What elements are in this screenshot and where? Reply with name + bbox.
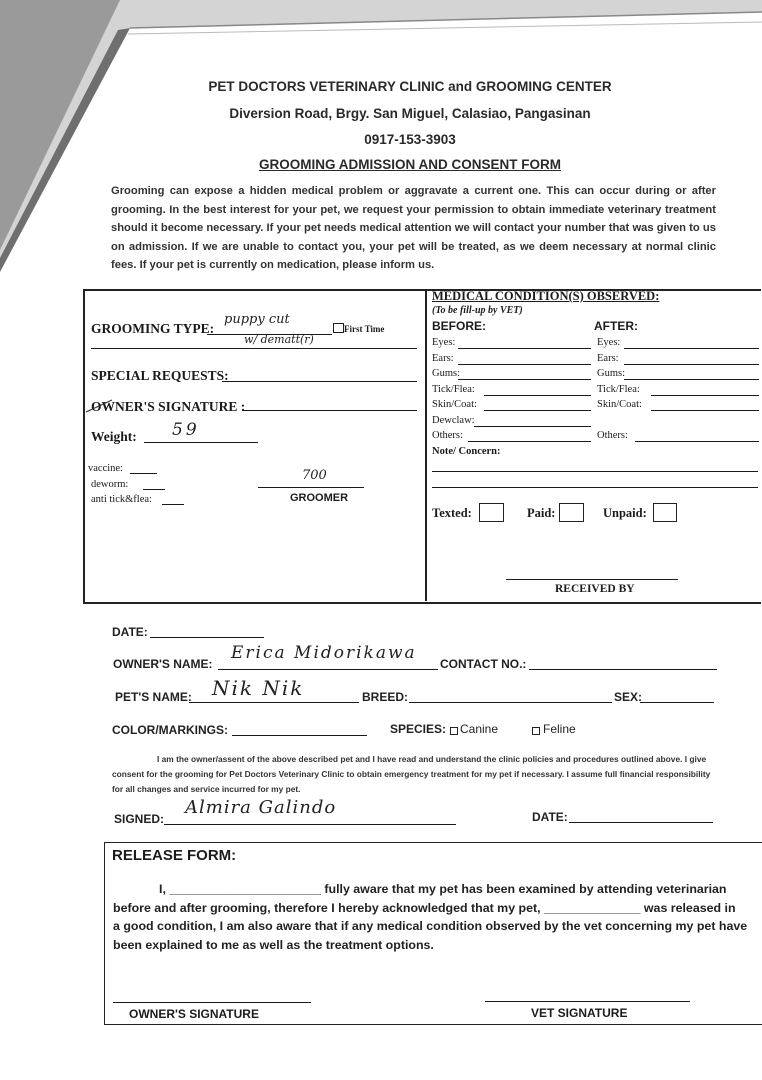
signed-line[interactable]: [164, 824, 456, 825]
grooming-type-value-1: puppy cut: [224, 312, 290, 327]
paid-checkbox[interactable]: [559, 503, 584, 522]
deworm-line[interactable]: [143, 489, 165, 490]
first-time-label: First Time: [344, 324, 385, 334]
canine-checkbox[interactable]: [450, 727, 458, 735]
anti-tick-line[interactable]: [162, 504, 184, 505]
deworm-label: deworm:: [91, 479, 129, 490]
medical-before-label: Gums:: [432, 368, 461, 379]
signed-date-line[interactable]: [569, 822, 713, 823]
release-paragraph: [113, 880, 762, 954]
medical-after-label: Gums:: [597, 368, 626, 379]
medical-after-line[interactable]: [624, 379, 759, 380]
sex-label: SEX:: [614, 690, 643, 704]
release-owner-signature-label: OWNER'S SIGNATURE: [129, 1007, 259, 1021]
vaccine-line[interactable]: [130, 473, 157, 474]
weight-line[interactable]: [144, 442, 258, 443]
intro-paragraph: Grooming can expose a hidden medical problem or aggravate a current one. This can occur during or after grooming. In the best interest for your pet, we request your permission to obtain immediate veterinary treatment should it become necessary. If your pet needs medical attention we will contact your number that was given to us on admission. If we are unable to contact you, your pet will be treated, as we deem necessary at normal clinic fees. If your pet is currently on medication, please inform us.: [111, 185, 716, 271]
contact-line[interactable]: [529, 669, 717, 670]
medical-after-line[interactable]: [635, 441, 759, 442]
strike-mark: [84, 396, 114, 414]
signed-date-label: DATE:: [532, 810, 568, 824]
date-line[interactable]: [150, 637, 264, 638]
medical-after-line[interactable]: [624, 348, 759, 349]
consent-paragraph: [112, 752, 718, 797]
note-line-1[interactable]: [432, 471, 758, 472]
owner-signature-line[interactable]: [242, 410, 417, 411]
release-title: RELEASE FORM:: [112, 847, 237, 864]
medical-before-line[interactable]: [484, 395, 591, 396]
breed-label: BREED:: [362, 690, 409, 704]
received-by-line[interactable]: [506, 579, 678, 580]
release-line-2: before and after grooming, therefore I hereby acknowledged that my pet, ______________ was released in: [113, 900, 736, 915]
grooming-type-line-2[interactable]: [91, 348, 417, 349]
signed-label: SIGNED:: [114, 812, 165, 826]
vaccine-label: vaccine:: [88, 463, 123, 474]
medical-before-line[interactable]: [484, 410, 591, 411]
medical-before-line[interactable]: [458, 379, 591, 380]
medical-after-label: Ears:: [597, 352, 619, 364]
grooming-type-value-2: w/ dematt(r): [244, 333, 314, 346]
before-label: BEFORE:: [432, 319, 486, 333]
feline-label: Feline: [543, 722, 576, 736]
medical-after-label: Eyes:: [597, 337, 621, 348]
clinic-name: PET DOCTORS VETERINARY CLINIC and GROOMING CENTER: [208, 79, 612, 94]
medical-before-label: Skin/Coat:: [432, 399, 477, 410]
owner-name-line[interactable]: [218, 669, 438, 670]
feline-checkbox[interactable]: [532, 727, 540, 735]
paid-label: Paid:: [527, 506, 556, 520]
medical-before-label: Ears:: [432, 352, 454, 364]
owner-signature-label: OWNER'S SIGNATURE :: [91, 399, 246, 414]
release-line-3: a good condition, I am also aware that if any medical condition observed by the vet concerning my pet have: [113, 919, 748, 933]
signed-value: Almira Galindo: [185, 797, 337, 818]
release-line-4: been explained to me as well as the treatment options.: [113, 937, 434, 952]
canine-label: Canine: [460, 722, 499, 736]
medical-after-label: Others:: [597, 430, 628, 441]
special-requests-label: SPECIAL REQUESTS:: [91, 368, 229, 383]
anti-tick-label: anti tick&flea:: [91, 494, 152, 505]
medical-before-label: Others:: [432, 430, 463, 441]
clinic-address: Diversion Road, Brgy. San Miguel, Calasiao, Pangasinan: [229, 106, 591, 121]
groomer-line[interactable]: [258, 487, 364, 488]
medical-after-line[interactable]: [651, 395, 759, 396]
medical-before-label: Eyes:: [432, 337, 456, 348]
breed-line[interactable]: [409, 702, 612, 703]
release-owner-signature-line[interactable]: [113, 1002, 311, 1003]
weight-value: 59: [172, 420, 200, 440]
texted-label: Texted:: [432, 506, 472, 520]
sex-line[interactable]: [640, 702, 714, 703]
medical-before-line[interactable]: [458, 364, 591, 365]
after-label: AFTER:: [594, 319, 638, 333]
medical-title: MEDICAL CONDITION(S) OBSERVED:: [432, 289, 660, 303]
medical-before-line[interactable]: [474, 426, 591, 427]
contact-label: CONTACT NO.:: [440, 657, 527, 671]
date-label: DATE:: [112, 625, 148, 639]
pet-name-value: Nik Nik: [212, 676, 305, 700]
medical-after-label: Skin/Coat:: [597, 399, 642, 410]
medical-before-label: Dewclaw:: [432, 414, 475, 426]
medical-before-line[interactable]: [468, 441, 591, 442]
groomer-label: GROOMER: [290, 492, 349, 504]
color-markings-line[interactable]: [232, 735, 367, 736]
owner-name-value: Erica Midorikawa: [231, 643, 417, 663]
release-line-1: I, ______________________ fully aware that my pet has been examined by attending veterinarian: [159, 882, 727, 896]
medical-after-label: Tick/Flea:: [597, 383, 640, 395]
medical-after-line[interactable]: [624, 364, 759, 365]
note-concern-label: Note/ Concern:: [432, 446, 501, 457]
unpaid-checkbox[interactable]: [653, 503, 677, 522]
release-vet-signature-label: VET SIGNATURE: [531, 1006, 628, 1020]
medical-before-label: Tick/Flea:: [432, 383, 475, 395]
color-markings-label: COLOR/MARKINGS:: [112, 723, 228, 737]
consent-text: I am the owner/assent of the above described pet and I have read and understand the clinic policies and procedures outlined above. I give consent for the grooming for Pet Doctors Veterinary Clinic to obtain emergency treatment for my pet if necessary. I assume full financial responsibility for all changes and service incurred for my pet.: [112, 754, 711, 794]
grooming-type-label: GROOMING TYPE:: [91, 321, 215, 336]
special-requests-line[interactable]: [222, 381, 417, 382]
received-by-label: RECEIVED BY: [555, 583, 635, 595]
medical-before-line[interactable]: [458, 348, 591, 349]
pet-name-line[interactable]: [189, 702, 359, 703]
first-time-checkbox[interactable]: [333, 323, 344, 333]
medical-after-line[interactable]: [651, 410, 759, 411]
unpaid-label: Unpaid:: [603, 506, 647, 520]
groomer-value: 700: [302, 468, 327, 483]
medical-subtitle: (To be fill-up by VET): [432, 305, 523, 316]
owner-name-label: OWNER'S NAME:: [113, 657, 213, 671]
release-vet-signature-line[interactable]: [485, 1001, 690, 1002]
note-line-2[interactable]: [432, 487, 758, 488]
form-title: GROOMING ADMISSION AND CONSENT FORM: [259, 157, 561, 172]
pet-name-label: PET'S NAME:: [115, 690, 192, 704]
weight-label: Weight:: [91, 429, 137, 444]
texted-checkbox[interactable]: [479, 503, 504, 522]
clinic-phone: 0917-153-3903: [364, 132, 456, 147]
table-divider: [425, 289, 427, 601]
species-label: SPECIES:: [390, 722, 447, 736]
